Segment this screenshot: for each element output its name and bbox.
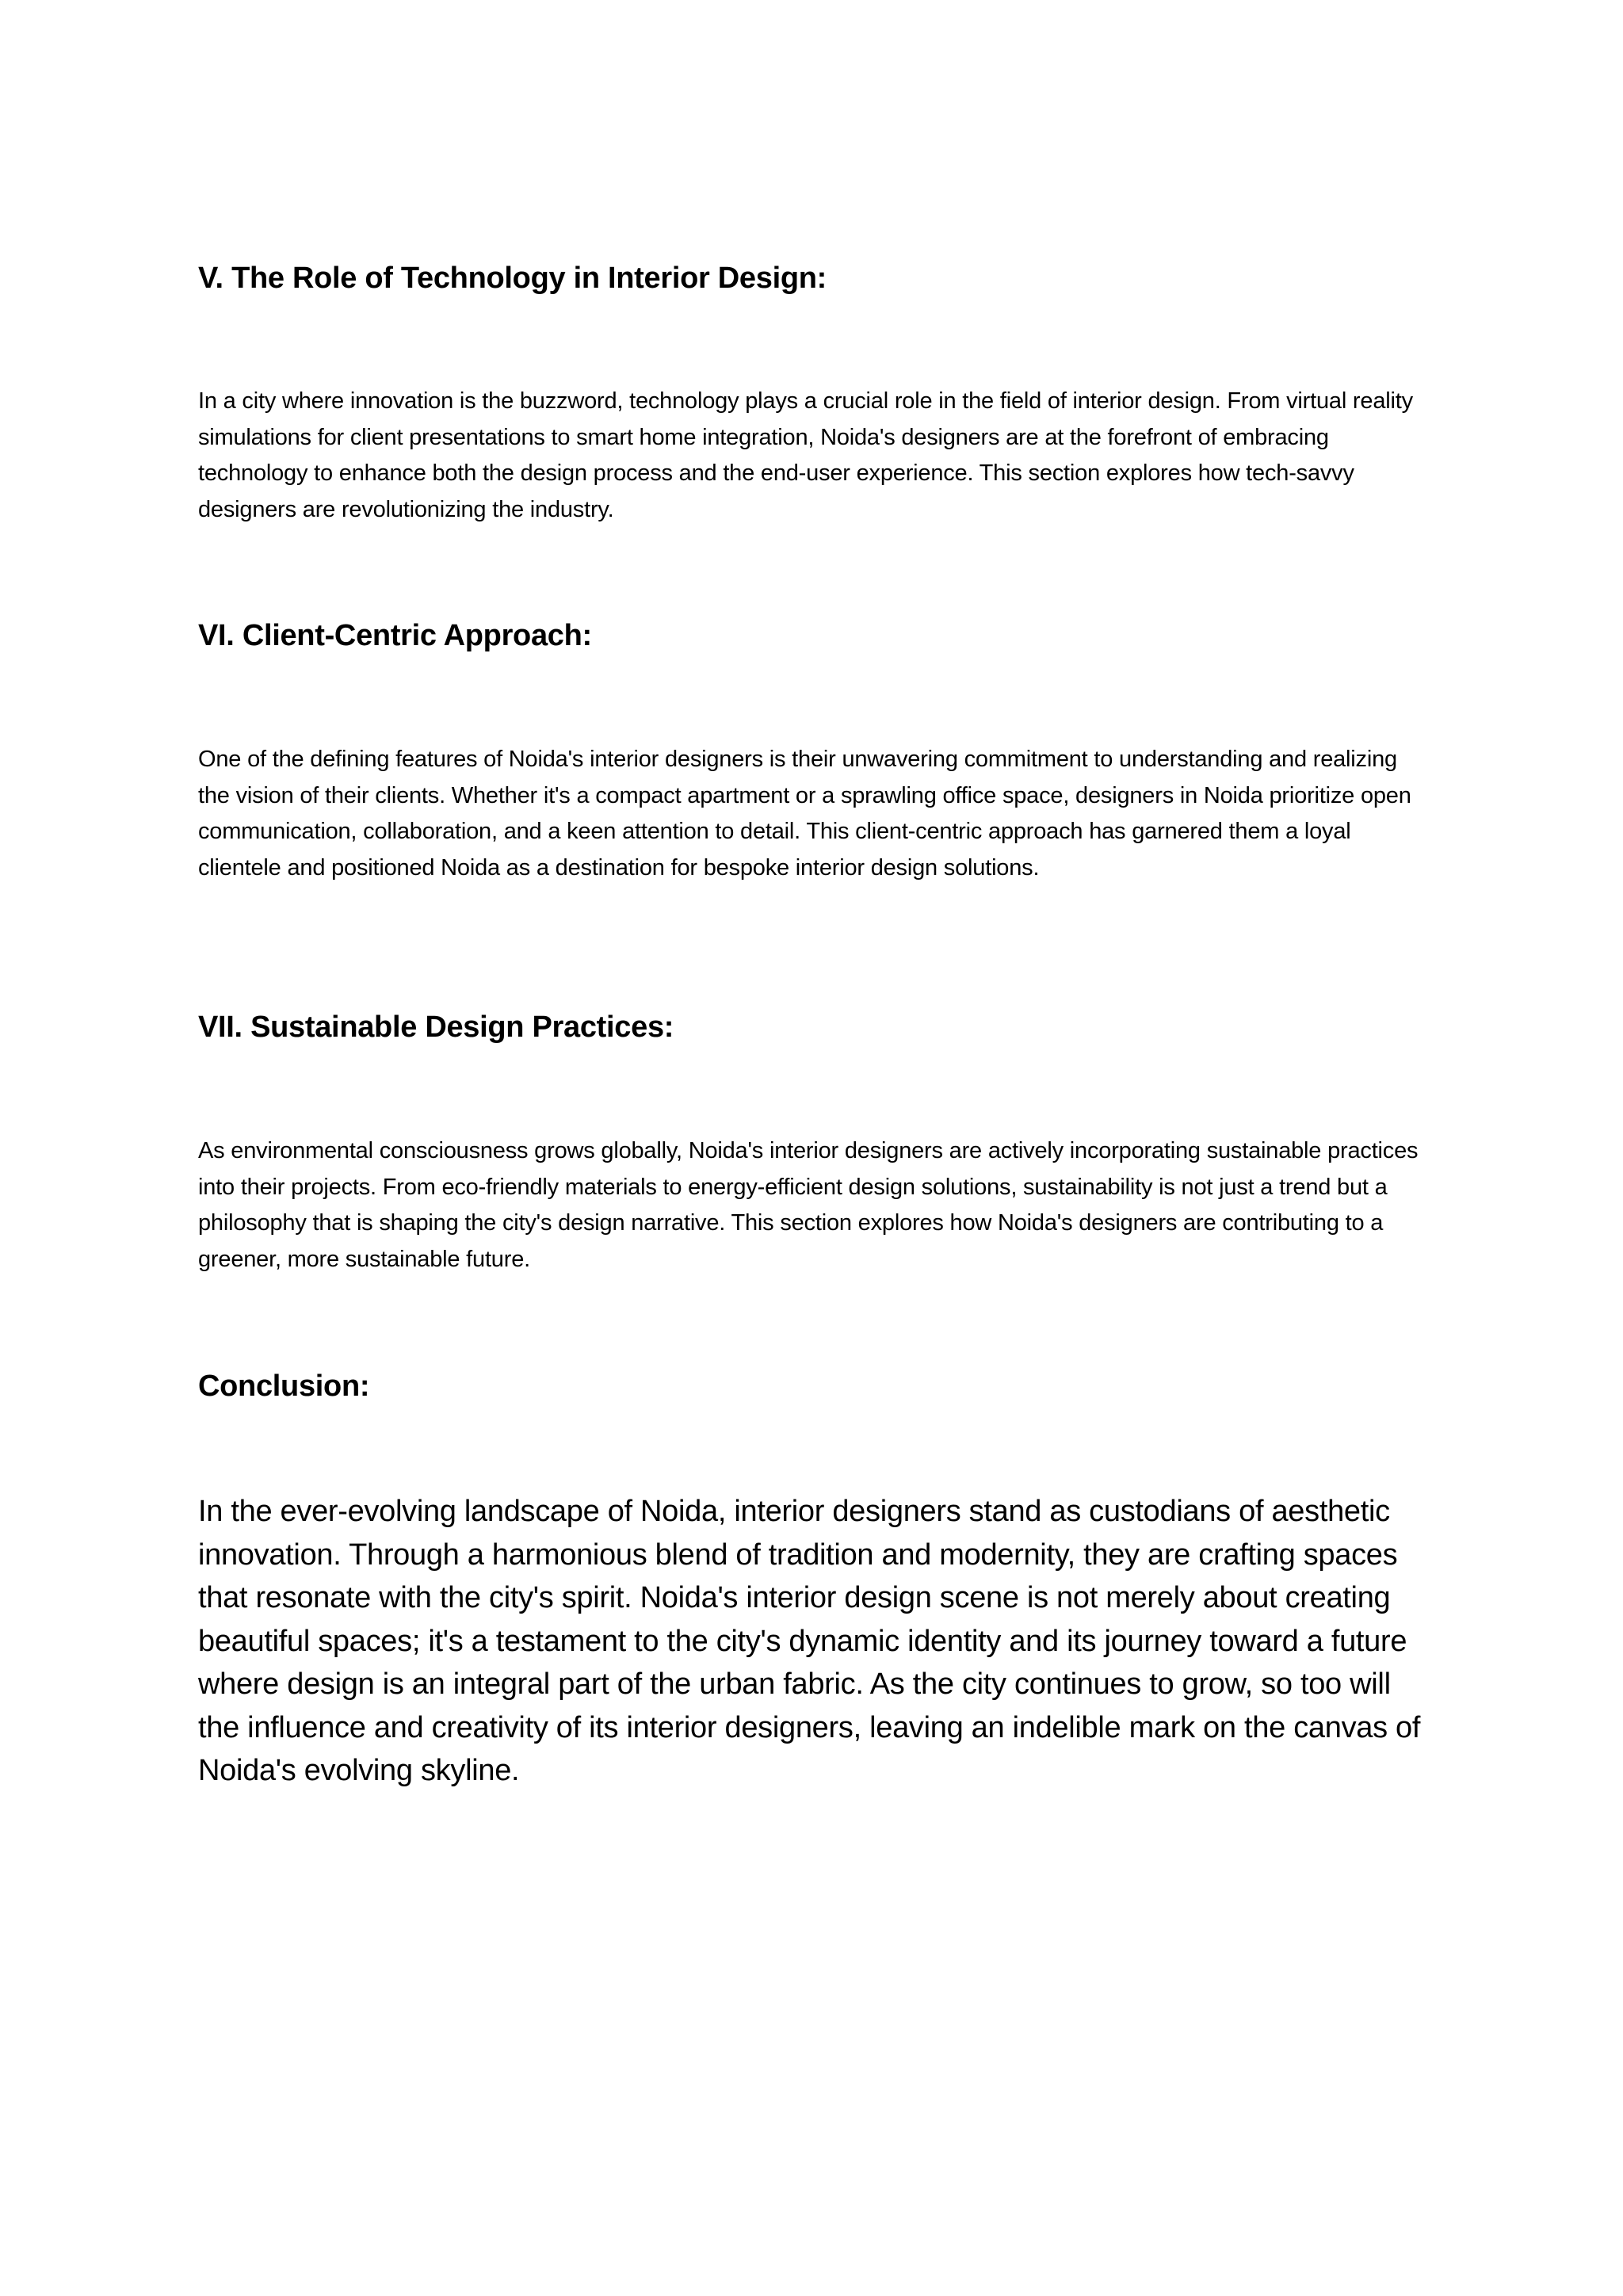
section-body-client-centric: One of the defining features of Noida's interior designers is their unwavering commitment to understanding and realizing the vision of their clients. Whether it's a compact apartment or a sprawling office space, designers in Noida prioritize open communication, collaboration, and a keen attention to detail. This client-centric approach has garnered them a loyal clientele and positioned Noida as a destination for bespoke interior design solutions. — [198, 747, 1411, 881]
section-heading-technology: V. The Role of Technology in Interior Design: — [198, 262, 827, 295]
section-heading-sustainable: VII. Sustainable Design Practices: — [198, 1010, 674, 1044]
section-body-sustainable: As environmental consciousness grows globally, Noida's interior designers are actively incorporating sustainable practices into their projects. From eco-friendly materials to energy-efficient design solutions, sustainability is not just a trend but a philosophy that is shaping the city's design narrative. This section explores how Noida's designers are contributing to a greener, more sustainable future. — [198, 1138, 1419, 1272]
section-heading-client-centric: VI. Client-Centric Approach: — [198, 619, 592, 652]
section-body-technology: In a city where innovation is the buzzword, technology plays a crucial role in the field of interior design. From virtual reality simulations for client presentations to smart home integration, Noida's designers are at the forefront of embracing technology to enhance both the design process and the end-user experience. This section explores how tech-savvy designers are revolutionizing the industry. — [198, 388, 1413, 522]
section-body-conclusion: In the ever-evolving landscape of Noida, interior designers stand as custodians of aesthetic innovation. Through a harmonious blend of tradition and modernity, they are crafting spaces that resonate with the city's spirit. Noida's interior design scene is not merely about creating beautiful spaces; it's a testament to the city's dynamic identity and its journey toward a future where design is an integral part of the urban fabric. As the city continues to grow, so too will the influence and creativity of its interior designers, leaving an indelible mark on the canvas of Noida's evolving skyline. — [198, 1495, 1421, 1787]
section-heading-conclusion: Conclusion: — [198, 1370, 370, 1403]
